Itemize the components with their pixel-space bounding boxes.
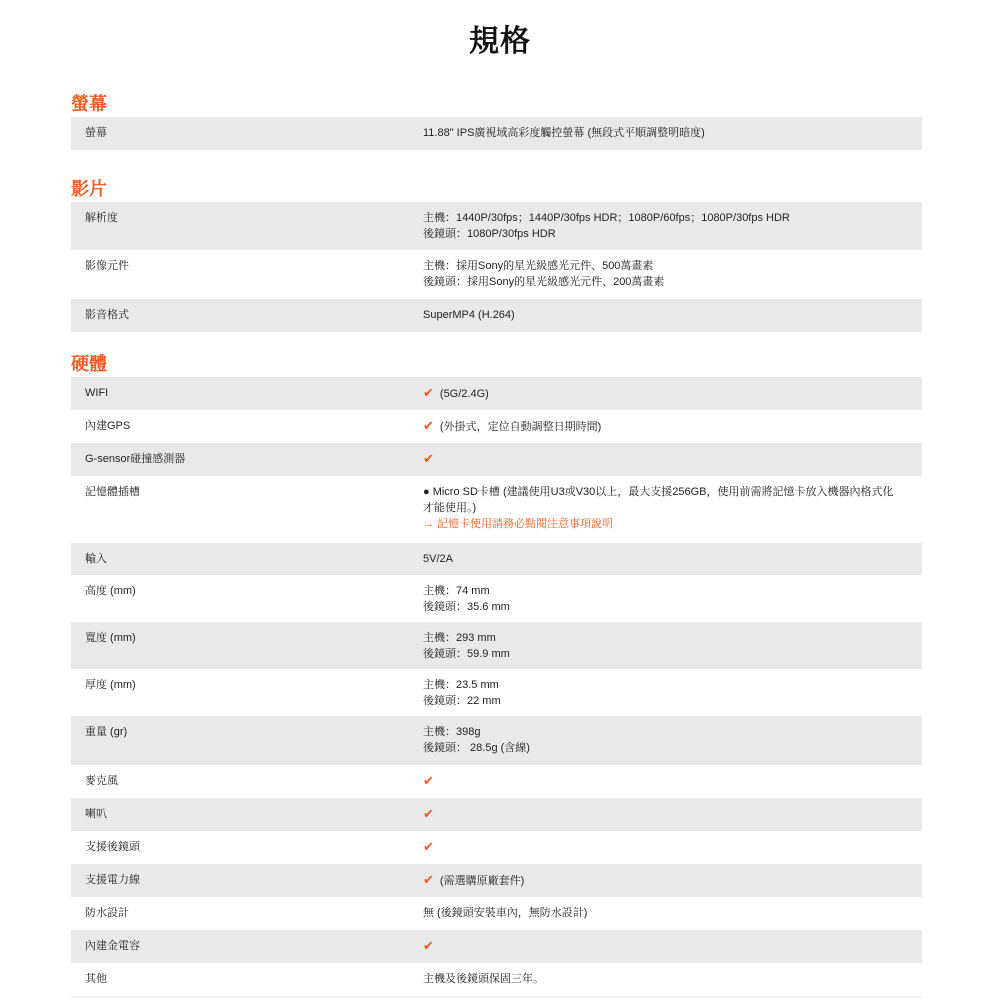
check-icon: ✔ [423,385,434,400]
memory-card-notice-link[interactable]: → 記憶卡使用請務必點閱注意事項說明 [423,518,614,530]
check-icon: ✔ [423,773,434,788]
spec-value [423,831,922,864]
spec-value [423,575,922,622]
page-title: 規格 [469,25,531,58]
spec-value-line: 主機：1440P/30fps；1440P/30fps HDR；1080P/60fps；1080P/30fps HDR [423,212,790,224]
spec-value [423,443,922,476]
spec-value-line: 後鏡頭：22 mm [423,695,501,707]
spec-label: 防水設計 [85,907,129,919]
spec-value [423,622,922,669]
spec-value-line: 主機及後鏡頭保固三年。 [423,973,544,985]
spec-value [423,543,922,575]
spec-row-screen [71,117,922,150]
spec-label: 螢幕 [85,127,107,139]
spec-table [71,92,922,998]
spec-value-line: (需選購原廠套件) [439,875,525,887]
spec-value-line: ● Micro SD卡槽 (建議使用U3或V30以上，最大支援256GB，使用前需將記憶卡放入機器內格式化才能使用。) [423,486,894,514]
spec-value [423,897,922,930]
spec-row-gsensor [71,443,922,476]
spec-value-line: SuperMP4 (H.264) [423,309,515,321]
check-icon: ✔ [423,806,434,821]
check-icon: ✔ [423,938,434,953]
check-icon: ✔ [423,451,434,466]
spec-value [423,299,922,332]
spec-value [423,202,922,250]
spec-row-input [71,543,922,575]
spec-value-line: 5V/2A [423,553,453,565]
spec-label: 支援電力線 [85,874,140,886]
spec-label: 其他 [85,973,107,985]
spec-value-line: 主機：398g [423,726,481,738]
spec-label: 解析度 [85,212,118,224]
spec-label: 輸入 [85,553,107,565]
spec-value-line: 後鏡頭：1080P/30fps HDR [423,228,556,240]
spec-label: 影像元件 [85,260,129,272]
spec-value [423,765,922,798]
spec-row-rear-camera [71,831,922,864]
spec-value [423,930,922,963]
spec-label: 寬度 (mm) [85,632,136,644]
spec-value [423,864,922,897]
section-title-hardware: 硬體 [71,354,107,374]
spec-row-height [71,575,922,622]
spec-row-supercapacitor [71,930,922,963]
spec-row-resolution [71,202,922,250]
spec-value-line: 後鏡頭：採用Sony的星光級感光元件、200萬畫素 [423,276,665,288]
spec-label: 內建GPS [85,420,131,432]
spec-row-thickness [71,669,922,716]
spec-value [423,716,922,765]
spec-label: 影音格式 [85,309,129,321]
spec-value [423,963,922,996]
spec-value-line: 後鏡頭： 28.5g (含線) [423,742,530,754]
spec-value-line: 主機：採用Sony的星光級感光元件、500萬畫素 [423,260,654,272]
spec-value-line: (5G/2.4G) [439,388,489,400]
spec-value-line: 後鏡頭：35.6 mm [423,601,510,613]
spec-value-line: (外掛式，定位自動調整日期時間) [439,421,602,433]
spec-label: 喇叭 [85,808,107,820]
spec-value-line: 主機：293 mm [423,632,496,644]
spec-row-format [71,299,922,332]
section-title-video: 影片 [71,179,107,199]
spec-value [423,377,922,410]
spec-value [423,410,922,443]
spec-row-width [71,622,922,669]
section-title-screen: 螢幕 [71,94,107,114]
spec-label: 重量 (gr) [85,726,128,738]
spec-row-weight [71,716,922,765]
spec-label: WIFI [85,387,109,399]
spec-row-speaker [71,798,922,831]
spec-value [423,669,922,716]
spec-value [423,798,922,831]
spec-row-power-cable [71,864,922,897]
spec-value-line: 後鏡頭：59.9 mm [423,648,510,660]
spec-value [423,250,922,299]
spec-value [423,117,922,150]
spec-label: 記憶體插槽 [85,486,140,498]
check-icon: ✔ [423,418,434,433]
spec-value-line: 11.88" IPS廣視域高彩度觸控螢幕 (無段式平順調整明暗度) [423,127,705,139]
spec-row-microphone [71,765,922,798]
check-icon: ✔ [423,839,434,854]
spec-label: 高度 (mm) [85,585,136,597]
spec-value-line: 主機：74 mm [423,585,490,597]
check-icon: ✔ [423,872,434,887]
spec-row-gps [71,410,922,443]
spec-row-other [71,963,922,996]
spec-row-waterproof [71,897,922,930]
spec-label: 麥克風 [85,775,118,787]
spec-label: 支援後鏡頭 [85,841,140,853]
spec-value [423,476,922,543]
spec-row-wifi [71,377,922,410]
spec-label: G-sensor碰撞感測器 [85,453,186,465]
spec-label: 厚度 (mm) [85,679,136,691]
spec-row-image-sensor [71,250,922,299]
table-bottom-divider [71,996,922,998]
spec-row-memory-slot [71,476,922,543]
spec-value-line: 無 (後鏡頭安裝車內，無防水設計) [423,907,588,919]
spec-label: 內建金電容 [85,940,140,952]
spec-value-line: 主機：23.5 mm [423,679,499,691]
